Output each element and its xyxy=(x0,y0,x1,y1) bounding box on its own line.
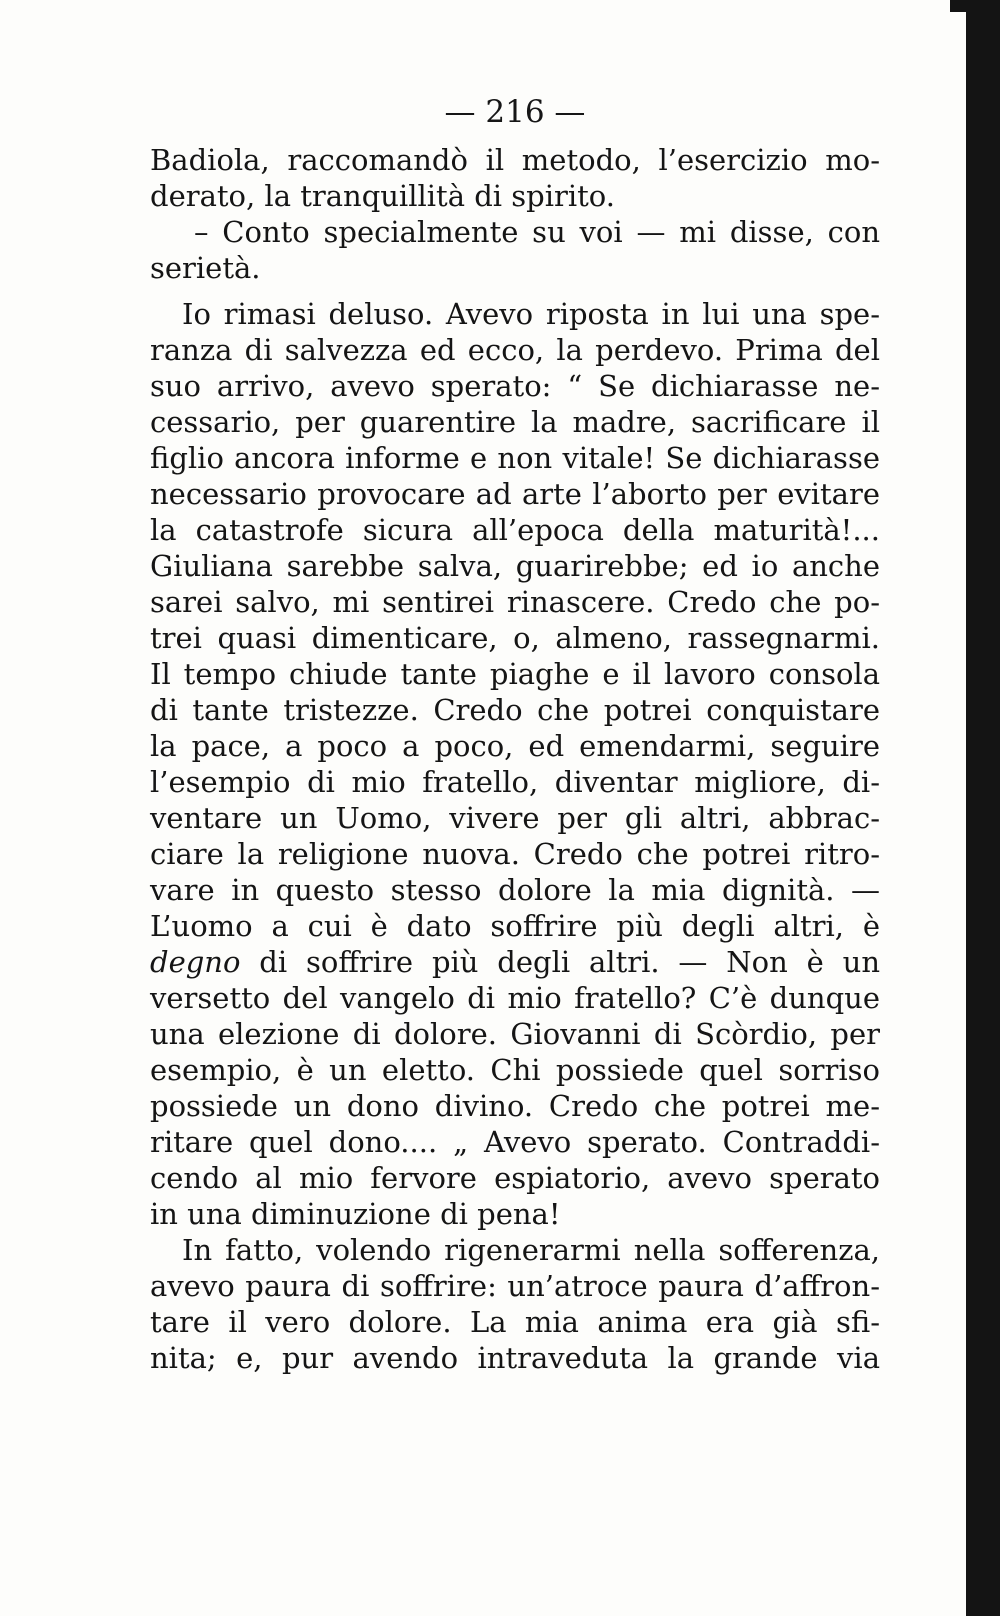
page-edge-shadow xyxy=(966,0,1000,1616)
text-line: Io rimasi deluso. Avevo riposta in lui una spe- xyxy=(182,297,880,331)
text-line: In fatto, volendo rigenerarmi nella sofferenza, xyxy=(182,1233,880,1267)
text-line: possiede un dono divino. Credo che potrei me- xyxy=(150,1089,880,1123)
text-line: suo arrivo, avevo sperato: “ Se dichiarasse ne- xyxy=(150,369,880,403)
text-line: nita; e, pur avendo intraveduta la grande via xyxy=(150,1341,880,1375)
page-number: — 216 — xyxy=(444,94,586,130)
text-line: tare il vero dolore. La mia anima era già sfi- xyxy=(150,1305,880,1339)
text-line: ritare quel dono.... „ Avevo sperato. Contraddi- xyxy=(150,1125,880,1159)
text-line: trei quasi dimenticare, o, almeno, rassegnarmi. xyxy=(150,621,880,655)
text-line: – Conto specialmente su voi — mi disse, con xyxy=(194,215,880,249)
text-line: Badiola, raccomandò il metodo, l’esercizio mo- xyxy=(150,143,880,177)
text-line: di tante tristezze. Credo che potrei conquistare xyxy=(150,693,880,727)
text-line: una elezione di dolore. Giovanni di Scòrdio, per xyxy=(150,1017,880,1051)
italic-word: degno xyxy=(150,945,241,979)
text-line-rest: di soffrire più degli altri. — Non è un xyxy=(259,945,881,979)
text-line-with-italic xyxy=(150,944,880,980)
text-line: ciare la religione nuova. Credo che potrei ritro- xyxy=(150,837,880,871)
text-line: cessario, per guarentire la madre, sacrificare il xyxy=(150,405,880,439)
text-line: la catastrofe sicura all’epoca della maturità!... xyxy=(150,513,880,547)
text-line: necessario provocare ad arte l’aborto per evitare xyxy=(150,477,880,511)
text-line: sarei salvo, mi sentirei rinascere. Credo che po- xyxy=(150,585,880,619)
text-line: la pace, a poco a poco, ed emendarmi, seguire xyxy=(150,729,880,763)
text-line: vare in questo stesso dolore la mia dignità. — xyxy=(150,873,880,907)
text-line: avevo paura di soffrire: un’atroce paura d’affron- xyxy=(150,1269,880,1303)
text-line: figlio ancora informe e non vitale! Se dichiarasse xyxy=(150,441,880,475)
body-text xyxy=(150,142,880,1376)
text-line: l’esempio di mio fratello, diventar migliore, di- xyxy=(150,765,880,799)
text-line: ranza di salvezza ed ecco, la perdevo. Prima del xyxy=(150,333,880,367)
text-line: serietà. xyxy=(150,251,261,285)
text-line: Giuliana sarebbe salva, guarirebbe; ed io anche xyxy=(150,549,880,583)
text-line: versetto del vangelo di mio fratello? C’è dunque xyxy=(150,981,880,1015)
text-line: in una diminuzione di pena! xyxy=(150,1197,561,1231)
text-line: esempio, è un eletto. Chi possiede quel sorriso xyxy=(150,1053,880,1087)
text-line: Il tempo chiude tante piaghe e il lavoro consola xyxy=(150,657,880,691)
text-line: L’uomo a cui è dato soffrire più degli altri, è xyxy=(150,909,880,943)
text-line: derato, la tranquillità di spirito. xyxy=(150,179,615,213)
text-line: ventare un Uomo, vivere per gli altri, abbrac- xyxy=(150,801,880,835)
text-line: cendo al mio fervore espiatorio, avevo sperato xyxy=(150,1161,880,1195)
